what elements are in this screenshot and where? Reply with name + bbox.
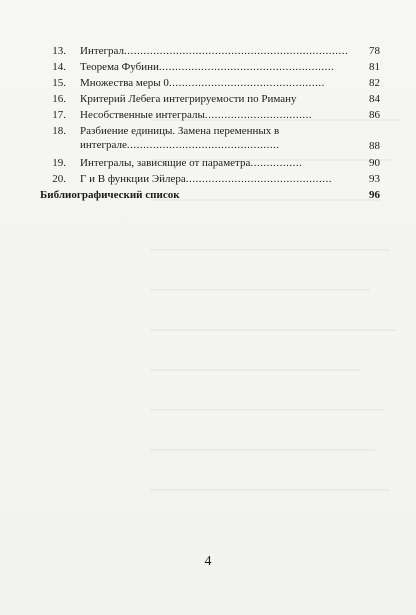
entry-page: 96 [369, 189, 380, 201]
toc-entry-15 [0, 76, 416, 91]
entry-page: 93 [369, 173, 380, 185]
entry-title: Критерий Лебега интегрируемости по Риману [80, 93, 297, 105]
entry-number: 14. [52, 61, 66, 73]
entry-title: Разбиение единицы. Замена переменных в интеграле............................................... [80, 125, 280, 151]
entry-title: Несобственные интегралы................................. [80, 109, 313, 121]
entry-page: 88 [369, 140, 380, 152]
entry-number: 18. [52, 125, 66, 137]
toc-entry-bibliography [0, 188, 416, 203]
toc-entry-14 [0, 60, 416, 75]
entry-page: 81 [369, 61, 380, 73]
entry-title: Г и В функции Эйлера............................................. [80, 173, 332, 185]
toc-entry-13 [0, 44, 416, 59]
page-number: 4 [204, 554, 212, 569]
entry-number: 17. [52, 109, 66, 121]
entry-number: 13. [52, 45, 66, 57]
entry-title: Теорема Фубини...................................................... [80, 61, 335, 73]
entry-page: 84 [369, 93, 380, 105]
entry-number: 20. [52, 173, 66, 185]
toc-entry-16 [0, 92, 416, 107]
entry-number: 15. [52, 77, 66, 89]
toc-entry-17 [0, 108, 416, 123]
entry-title: Интегралы, зависящие от параметра................ [80, 157, 303, 169]
toc-entry-18 [0, 124, 416, 154]
entry-page: 78 [369, 45, 380, 57]
entry-page: 82 [369, 77, 380, 89]
entry-title: Множества меры 0................................................ [80, 77, 325, 89]
entry-title: Библиографический список [40, 189, 180, 201]
toc-entry-19 [0, 156, 416, 171]
entry-page: 86 [369, 109, 380, 121]
entry-title: Интеграл..................................................................... [80, 45, 349, 57]
entry-number: 19. [52, 157, 66, 169]
entry-page: 90 [369, 157, 380, 169]
toc-entry-20 [0, 172, 416, 187]
entry-number: 16. [52, 93, 66, 105]
